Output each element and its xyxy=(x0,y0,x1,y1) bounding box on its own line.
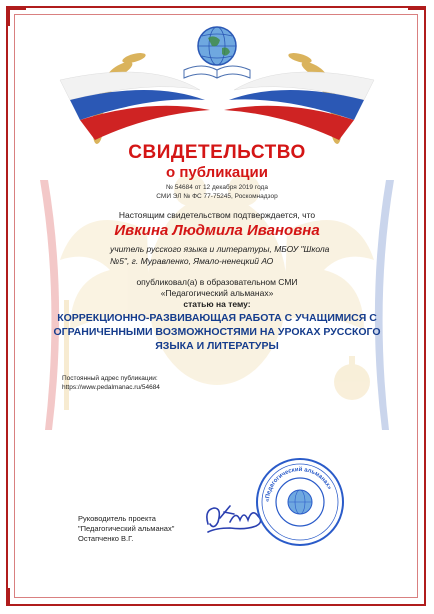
corner-ornament xyxy=(408,8,426,26)
article-topic: КОРРЕКЦИОННО-РАЗВИВАЮЩАЯ РАБОТА С УЧАЩИМИСЯ С ОГРАНИЧЕННЫМИ ВОЗМОЖНОСТЯМИ НА УРОКАХ РУССКОГО ЯЗЫКА И ЛИТЕРАТУРЫ xyxy=(53,312,381,352)
corner-ornament xyxy=(408,588,426,606)
address-label: Постоянный адрес публикации: xyxy=(62,375,158,382)
signer-block xyxy=(78,514,174,544)
publication-url[interactable]: https://www.pedalmanac.ru/54684 xyxy=(62,384,160,391)
corner-ornament xyxy=(8,8,26,26)
registration-number: № 54684 от 12 декабря 2019 года xyxy=(166,184,268,191)
round-stamp-icon xyxy=(254,456,346,548)
globe-book-emblem-icon xyxy=(178,22,256,84)
published-text: опубликовал(а) в образовательном СМИ xyxy=(136,277,298,287)
journal-name: «Педагогический альманах» xyxy=(160,288,274,298)
signer-role: Руководитель проекта xyxy=(78,514,156,523)
recipient-name: Ивкина Людмила Ивановна xyxy=(114,222,320,239)
certificate-title: СВИДЕТЕЛЬСТВО xyxy=(128,142,306,163)
certificate-subtitle: о публикации xyxy=(166,164,268,181)
topic-label: статью на тему: xyxy=(183,299,251,309)
recipient-position: учитель русского языка и литературы, МБОУ "Школа №5", г. Муравленко, Ямало-ненецкий АО xyxy=(110,244,330,266)
corner-ornament xyxy=(8,588,26,606)
confirmation-text: Настоящим свидетельством подтверждается, что xyxy=(118,210,316,220)
signer-name: Остапченко В.Г. xyxy=(78,534,134,543)
stamp-text: «Педагогический альманах» xyxy=(264,466,333,503)
media-registration: СМИ ЭЛ № ФС 77-75245, Роскомнадзор xyxy=(156,193,278,200)
signer-project: "Педагогический альманах" xyxy=(78,524,175,533)
